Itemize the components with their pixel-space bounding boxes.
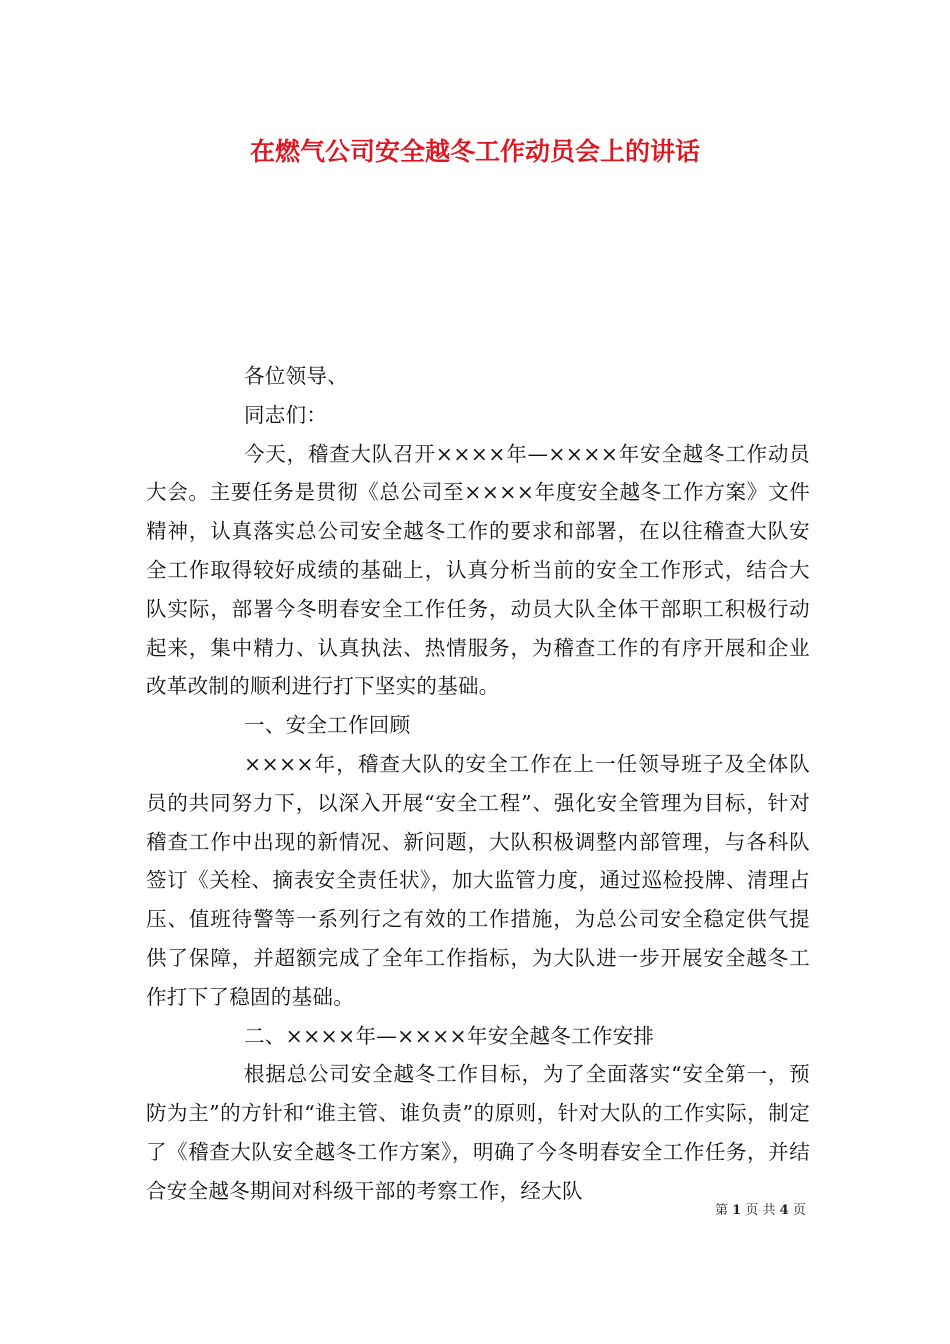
footer-suffix: 页 xyxy=(792,1203,806,1218)
salutation-comrades: 同志们： xyxy=(244,402,328,427)
section-heading-review: 一、安全工作回顾 xyxy=(244,713,411,738)
footer-total-pages: 4 xyxy=(779,1203,789,1218)
footer-middle: 页 共 xyxy=(745,1203,776,1218)
document-body xyxy=(146,357,810,1211)
section-heading-arrangement: 二、××××年—××××年安全越冬工作安排 xyxy=(244,1023,655,1048)
footer-prefix: 第 xyxy=(715,1203,729,1218)
paragraph-arrangement: 根据总公司安全越冬工作目标，为了全面落实“安全第一，预防为主”的方针和“谁主管、谁负责”的原则，针对大队的工作实际，制定了《稽查大队安全越冬工作方案》，明确了今冬明春安全工作任务，并结合安全越冬期间对科级干部的考察工作，经大队 xyxy=(146,1062,810,1203)
document-title: 在燃气公司安全越冬工作动员会上的讲话 xyxy=(249,137,700,166)
salutation-leaders: 各位领导、 xyxy=(244,364,348,388)
footer-current-page: 1 xyxy=(732,1203,742,1218)
paragraph-opening: 今天，稽查大队召开××××年—××××年安全越冬工作动员大会。主要任务是贯彻《总公司至××××年度安全越冬工作方案》文件精神，认真落实总公司安全越冬工作的要求和部署，在以往稽查大队安全工作取得较好成绩的基础上，认真分析当前的安全工作形式，结合大队实际，部署今冬明春安全工作任务，动员大队全体干部职工积极行动起来，集中精力、认真执法、热情服务，为稽查工作的有序开展和企业改革改制的顺利进行打下坚实的基础。 xyxy=(146,441,810,699)
paragraph-review: ××××年，稽查大队的安全工作在上一任领导班子及全体队员的共同努力下，以深入开展“安全工程”、强化安全管理为目标，针对稽查工作中出现的新情况、新问题，大队积极调整内部管理，与各科队签订《关栓、摘表安全责任状》，加大监管力度，通过巡检投牌、清理占压、值班待警等一系列行之有效的工作措施，为总公司安全稳定供气提供了保障，并超额完成了全年工作指标，为大队进一步开展安全越冬工作打下了稳固的基础。 xyxy=(146,751,810,1009)
page-number-footer xyxy=(715,1201,806,1221)
